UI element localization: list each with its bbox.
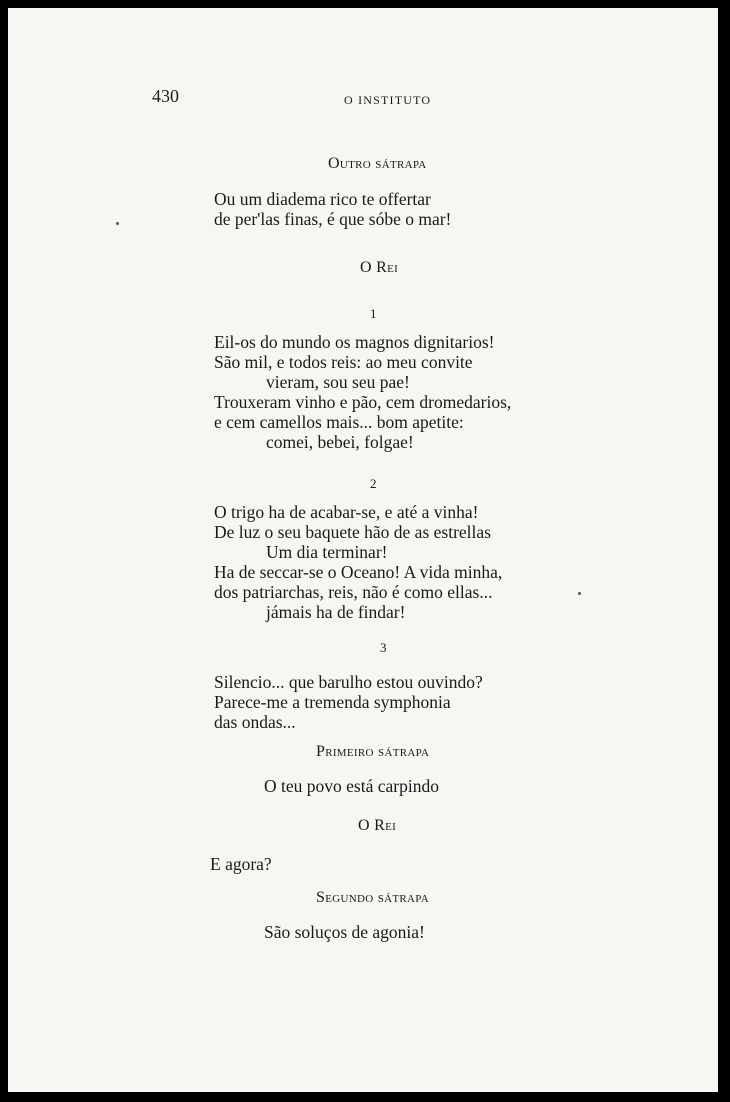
verse-line: Parece-me a tremenda symphonia <box>214 692 451 712</box>
speaker-outro-satrapa: Outro sátrapa <box>328 155 427 172</box>
verse-line: Trouxeram vinho e pão, cem dromedarios, <box>214 392 512 412</box>
stanza-number: 1 <box>370 306 377 321</box>
verse-line: jámais ha de findar! <box>266 602 406 622</box>
running-title: O INSTITUTO <box>344 93 432 107</box>
speaker-o-rei: O Rei <box>358 817 397 834</box>
speaker-segundo-satrapa: Segundo sátrapa <box>316 889 429 906</box>
verse-line: e cem camellos mais... bom apetite: <box>214 412 464 432</box>
speaker-primeiro-satrapa: Primeiro sátrapa <box>316 743 430 760</box>
scan-speck <box>116 222 119 225</box>
verse-line: Eil-os do mundo os magnos dignitarios! <box>214 332 495 352</box>
verse-line: O trigo ha de acabar-se, e até a vinha! <box>214 502 479 522</box>
verse-line: dos patriarchas, reis, não é como ellas... <box>214 582 493 602</box>
verse-line: São mil, e todos reis: ao meu convite <box>214 352 473 372</box>
verse-line: O teu povo está carpindo <box>264 776 439 796</box>
verse-line: Silencio... que barulho estou ouvindo? <box>214 672 483 692</box>
verse-line: das ondas... <box>214 712 296 732</box>
scan-speck <box>578 592 581 595</box>
verse-line: De luz o seu baquete hão de as estrellas <box>214 522 491 542</box>
page-number: 430 <box>152 86 179 106</box>
verse-line: E agora? <box>210 854 272 874</box>
stanza-number: 3 <box>380 640 387 655</box>
verse-line: Um dia terminar! <box>266 542 388 562</box>
verse-line: São soluços de agonia! <box>264 922 425 942</box>
verse-line: de per'las finas, é que sóbe o mar! <box>214 209 452 229</box>
verse-line: Ha de seccar-se o Oceano! A vida minha, <box>214 562 503 582</box>
verse-line: vieram, sou seu pae! <box>266 372 410 392</box>
verse-line: comei, bebei, folgae! <box>266 432 414 452</box>
stanza-number: 2 <box>370 476 377 491</box>
book-page <box>8 8 718 1092</box>
speaker-o-rei: O Rei <box>360 259 399 276</box>
verse-line: Ou um diadema rico te offertar <box>214 189 431 209</box>
